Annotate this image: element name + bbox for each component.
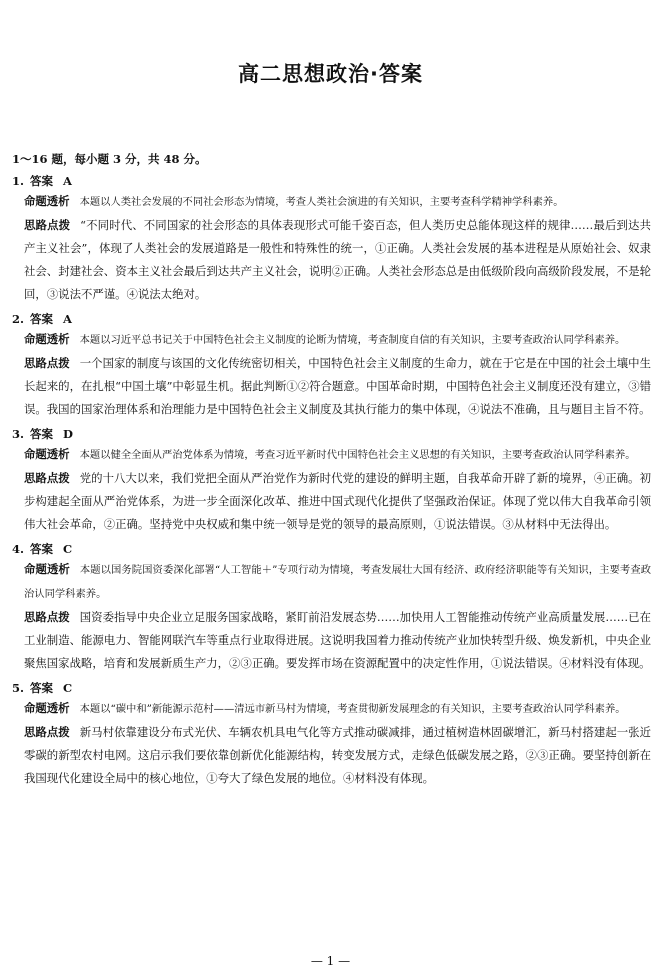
mingti-label: 命题透析 [24, 332, 70, 346]
answer-label: 答案 [30, 174, 54, 188]
question-number: 4. [12, 542, 25, 556]
mingti-label: 命题透析 [24, 562, 70, 576]
silu-label: 思路点拨 [24, 471, 70, 485]
silu-paragraph [24, 606, 651, 675]
answer-choice: A [63, 312, 72, 326]
answer-line [12, 540, 651, 558]
section-intro: 1～16 题，每小题 3 分，共 48 分。 [12, 152, 207, 166]
mingti-label: 命题透析 [24, 701, 70, 715]
mingti-text: 本题以国务院国资委深化部署“人工智能＋”专项行动为情境，考查发展壮大国有经济、政府经济职能等有关知识，主要考查政治认同学科素养。 [24, 564, 651, 600]
answer-content [12, 150, 651, 794]
question-number: 5. [12, 681, 25, 695]
question-3 [12, 425, 651, 536]
answer-line [12, 679, 651, 697]
answer-label: 答案 [30, 427, 54, 441]
silu-text: 党的十八大以来，我们党把全面从严治党作为新时代党的建设的鲜明主题，自我革命开辟了新的境界，④正确。初步构建起全面从严治党体系，为进一步全面深化改革、推进中国式现代化提供了坚强政治保证。体现了党以伟大自我革命引领伟大社会革命，②正确。坚持党中央权威和集中统一领导是党的领导的最高原则，①说法错误。③从材料中无法得出。 [24, 471, 651, 531]
answer-label: 答案 [30, 312, 54, 326]
question-5 [12, 679, 651, 790]
question-1 [12, 172, 651, 306]
mingti-paragraph [24, 190, 651, 214]
answer-choice: C [63, 542, 73, 556]
answer-label: 答案 [30, 681, 54, 695]
answer-line [12, 172, 651, 190]
answer-choice: D [63, 427, 73, 441]
silu-paragraph [24, 214, 651, 306]
question-number: 2. [12, 312, 25, 326]
answer-choice: C [63, 681, 73, 695]
silu-text: 一个国家的制度与该国的文化传统密切相关，中国特色社会主义制度的生命力，就在于它是在中国的社会土壤中生长起来的，在扎根“中国土壤”中彰显生机。据此判断①②符合题意。中国革命时期，中国特色社会主义制度还没有建立，③错误。我国的国家治理体系和治理能力是中国特色社会主义制度及其执行能力的集中体现，④说法不准确，且与题目主旨不符。 [24, 356, 651, 416]
silu-paragraph [24, 721, 651, 790]
silu-paragraph [24, 467, 651, 536]
silu-label: 思路点拨 [24, 610, 70, 624]
silu-label: 思路点拨 [24, 725, 70, 739]
question-number: 3. [12, 427, 25, 441]
mingti-label: 命题透析 [24, 447, 70, 461]
question-number: 1. [12, 174, 25, 188]
silu-label: 思路点拨 [24, 218, 71, 232]
answer-choice: A [63, 174, 72, 188]
answer-line [12, 425, 651, 443]
page-title: 高二思想政治·答案 [238, 62, 423, 86]
mingti-label: 命题透析 [24, 194, 70, 208]
page-number: — 1 — [310, 954, 351, 968]
mingti-text: 本题以人类社会发展的不同社会形态为情境，考查人类社会演进的有关知识，主要考查科学精神学科素养。 [79, 196, 564, 208]
question-2 [12, 310, 651, 421]
mingti-text: 本题以“碳中和”新能源示范村——清远市新马村为情境，考查贯彻新发展理念的有关知识，主要考查政治认同学科素养。 [79, 703, 626, 715]
mingti-text: 本题以习近平总书记关于中国特色社会主义制度的论断为情境，考查制度自信的有关知识，主要考查政治认同学科素养。 [79, 334, 626, 346]
answer-line [12, 310, 651, 328]
silu-label: 思路点拨 [24, 356, 70, 370]
mingti-paragraph [24, 558, 651, 606]
silu-paragraph [24, 352, 651, 421]
silu-text: 国资委指导中央企业立足服务国家战略，紧盯前沿发展态势……加快用人工智能推动传统产业高质量发展……已在工业制造、能源电力、智能网联汽车等重点行业取得进展。这说明我国着力推动传统产业加快转型升级、焕发新机，中央企业聚焦国家战略，培育和发展新质生产力，②③正确。要发挥市场在资源配置中的决定性作用，①说法错误。④材料没有体现。 [24, 610, 651, 670]
mingti-paragraph [24, 443, 651, 467]
silu-text: 新马村依靠建设分布式光伏、车辆农机具电气化等方式推动碳减排，通过植树造林固碳增汇，新马村搭建起一张近零碳的新型农村电网。这启示我们要依靠创新优化能源结构，转变发展方式，走绿色低碳发展之路，②③正确。要坚持创新在我国现代化建设全局中的核心地位，①夸大了绿色发展的地位。④材料没有体现。 [24, 725, 651, 785]
mingti-text: 本题以健全全面从严治党体系为情境，考查习近平新时代中国特色社会主义思想的有关知识，主要考查政治认同学科素养。 [79, 449, 636, 461]
mingti-paragraph [24, 328, 651, 352]
question-4 [12, 540, 651, 675]
answer-label: 答案 [30, 542, 54, 556]
mingti-paragraph [24, 697, 651, 721]
silu-text: “不同时代、不同国家的社会形态的具体表现形式可能千姿百态，但人类历史总能体现这样的规律……最后到达共产主义社会”，体现了人类社会的发展道路是一般性和特殊性的统一，①正确。人类社会发展的基本进程是从原始社会、奴隶社会、封建社会、资本主义社会最后到达共产主义社会，说明②正确。人类社会形态总是由低级阶段向高级阶段发展，不是轮回，③说法不严谨。④说法太绝对。 [24, 218, 651, 301]
